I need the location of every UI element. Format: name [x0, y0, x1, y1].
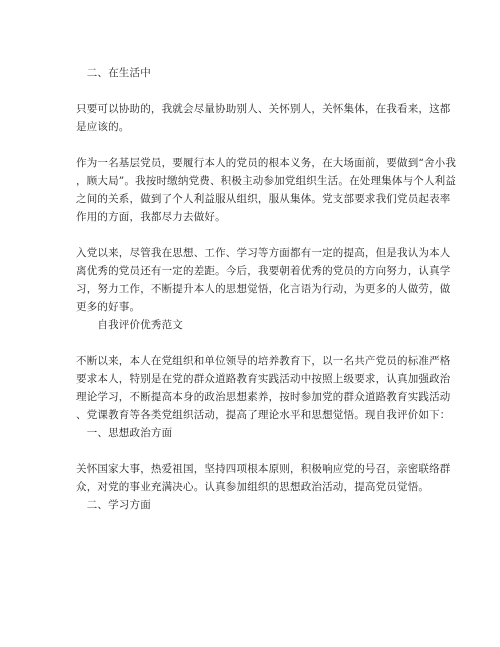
paragraph-line: 作为一名基层党员，要履行本人的党员的根本义务，在大场面前，要做到“舍小我 [76, 157, 457, 169]
paragraph-line: ，顾大局”。我按时缴纳党费、积极主动参加党组织生活。在处理集体与个人利益 [76, 175, 457, 187]
paragraph-line: 关怀国家大事，热爱祖国，坚持四项根本原则，积极响应党的号召，亲密联络群 [76, 463, 451, 475]
paragraph-line: 理论学习，不断提高本身的政治思想素养，按时参加党的群众道路教育实践活动 [76, 391, 451, 403]
section-heading-life: 二、在生活中 [76, 67, 151, 79]
section-heading-self-evaluation: 自我评价优秀范文 [76, 319, 183, 331]
paragraph-line: 、党课教育等各类党组织活动，提高了理论水平和思想觉悟。现自我评价如下： [76, 409, 451, 421]
paragraph-line: 要求本人，特别是在党的群众道路教育实践活动中按照上级要求，认真加强政治 [76, 373, 451, 385]
paragraph-line: 众，对党的事业充满决心。认真参加组织的思想政治活动，提高党员觉悟。 [76, 481, 430, 493]
section-heading-study: 二、学习方面 [76, 499, 151, 511]
paragraph-line: 入党以来，尽管我在思想、工作、学习等方面都有一定的提高，但是我认为本人 [76, 247, 451, 259]
section-heading-political: 一、思想政治方面 [76, 427, 173, 439]
paragraph-line: 之间的关系，做到了个人利益服从组织，服从集体。党支部要求我们党员起表率 [76, 193, 451, 205]
paragraph-line: 作用的方面，我都尽力去做好。 [76, 211, 226, 223]
paragraph-line: 是应该的。 [76, 121, 130, 133]
paragraph-line: 更多的好事。 [76, 301, 141, 313]
paragraph-line: 习，努力工作，不断提升本人的思想觉悟，化言语为行动，为更多的人做劳，做 [76, 283, 451, 295]
paragraph-line: 不断以来，本人在党组织和单位领导的培养教育下，以一名共产党员的标准严格 [76, 355, 451, 367]
paragraph-line: 只要可以协助的，我就会尽量协助别人、关怀别人，关怀集体，在我看来，这都 [76, 103, 451, 115]
paragraph-line: 离优秀的党员还有一定的差距。今后，我要朝着优秀的党员的方向努力，认真学 [76, 265, 451, 277]
